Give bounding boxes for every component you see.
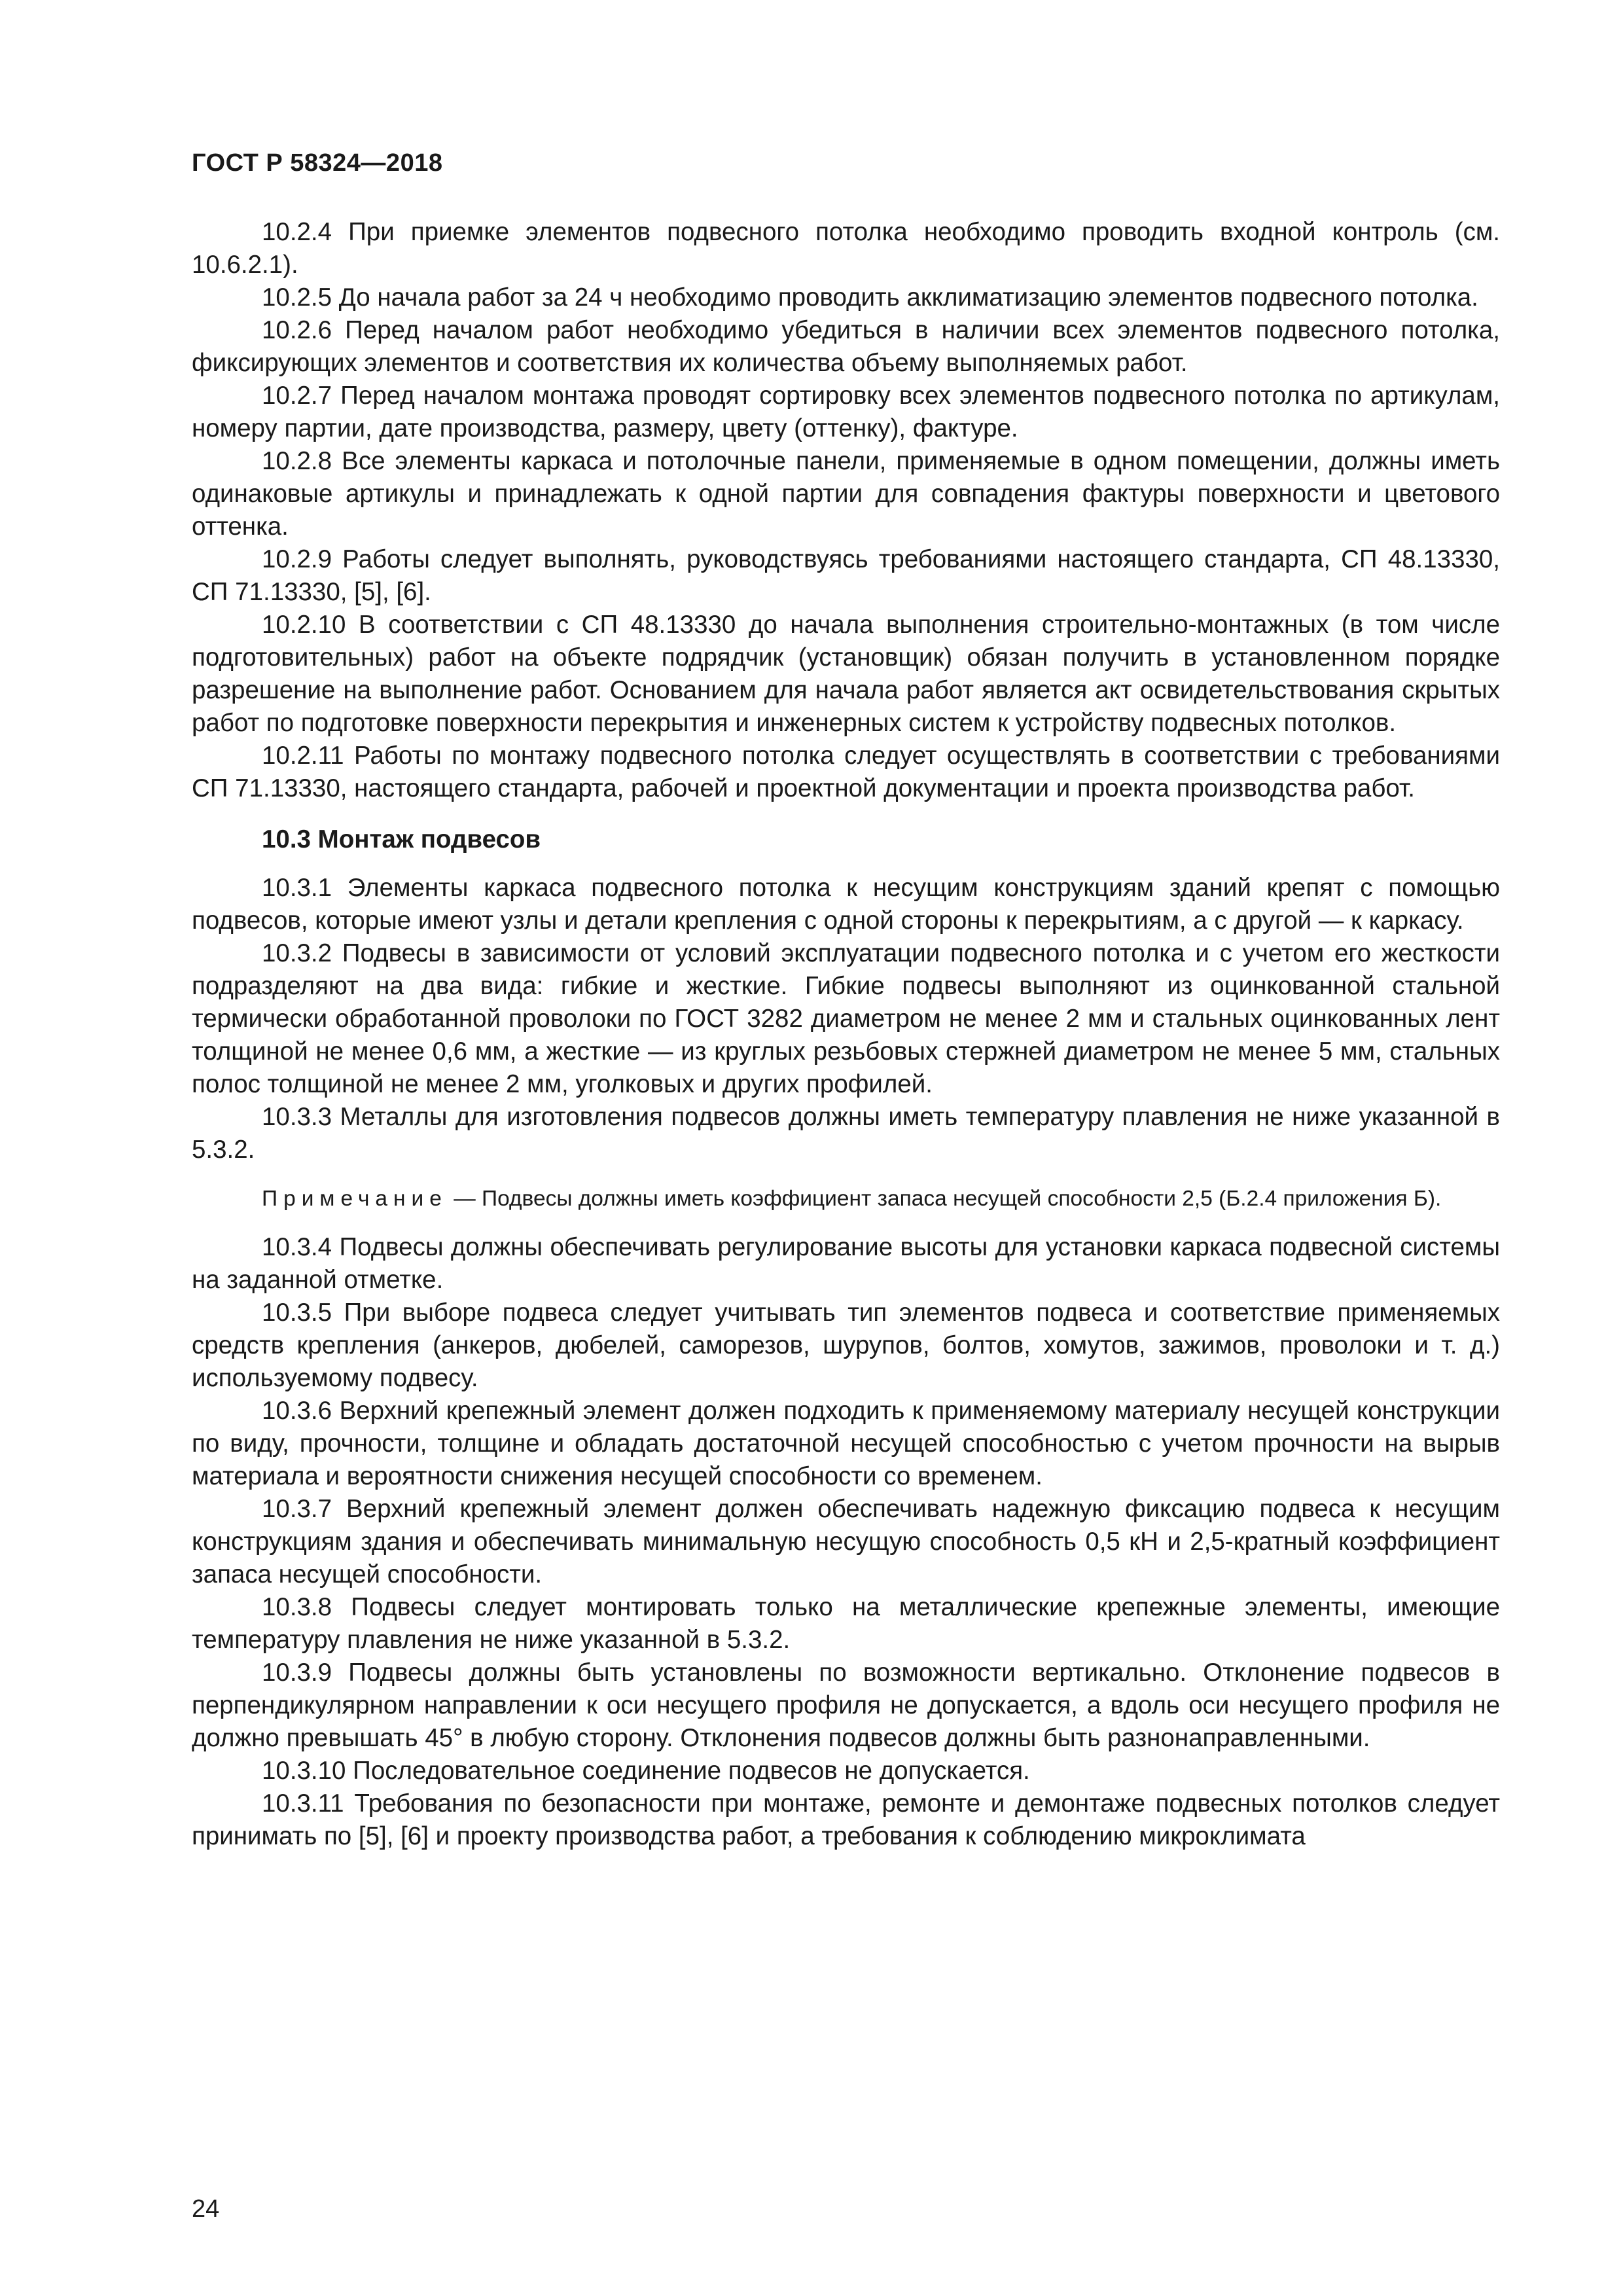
page-number: 24 [192,2195,220,2223]
document-header: ГОСТ Р 58324—2018 [192,149,443,177]
paragraph-10-2-11: 10.2.11 Работы по монтажу подвесного потолка следует осуществлять в соответствии с требованиями СП 71.13330, настоящего стандарта, рабочей и проектной документации и проекта производства работ. [192,742,1500,802]
section-title: 10.3 Монтаж подвесов [262,825,541,853]
paragraph-10-3-9: 10.3.9 Подвесы должны быть установлены по возможности вертикально. Отклонение подвесов в перпендикулярном направлении к оси несущего профиля не допускается, а вдоль оси несущего профиля не должно превышать 45° в любую сторону. Отклонения подвесов должны быть разнонаправленными. [192,1659,1500,1752]
note [192,1183,1500,1214]
paragraph-10-3-3: 10.3.3 Металлы для изготовления подвесов должны иметь температуру плавления не ниже указанной в 5.3.2. [192,1103,1500,1164]
paragraph-10-3-11: 10.3.11 Требования по безопасности при монтаже, ремонте и демонтаже подвесных потолков следует принимать по [5], [6] и проекту производства работ, а требования к соблюдению микроклимата [192,1789,1500,1850]
paragraph-10-2-7: 10.2.7 Перед началом монтажа проводят сортировку всех элементов подвесного потолка по артикулам, номеру партии, дате производства, размеру, цвету (оттенку), фактуре. [192,382,1500,442]
paragraph-10-3-5: 10.3.5 При выборе подвеса следует учитывать тип элементов подвеса и соответствие применяемых средств крепления (анкеров, дюбелей, саморезов, шурупов, болтов, хомутов, зажимов, проволоки и т. д.) используемому подвесу. [192,1299,1500,1392]
paragraph-10-3-4: 10.3.4 Подвесы должны обеспечивать регулирование высоты для установки каркаса подвесной системы на заданной отметке. [192,1233,1500,1294]
paragraph-10-2-9: 10.2.9 Работы следует выполнять, руководствуясь требованиями настоящего стандарта, СП 48.13330, СП 71.13330, [5], [6]. [192,545,1500,606]
paragraph-10-2-10: 10.2.10 В соответствии с СП 48.13330 до начала выполнения строительно-монтажных (в том числе подготовительных) работ на объекте подрядчик (установщик) обязан получить в установленном порядке разрешение на выполнение работ. Основанием для начала работ является акт освидетельствования скрытых работ по подготовке поверхности перекрытия и инженерных систем к устройству подвесных потолков. [192,611,1500,737]
paragraph-10-3-1: 10.3.1 Элементы каркаса подвесного потолка к несущим конструкциям зданий крепят с помощью подвесов, которые имеют узлы и детали крепления с одной стороны к перекрытиям, а с другой — к каркасу. [192,874,1500,935]
note-text: — Подвесы должны иметь коэффициент запаса несущей способности 2,5 (Б.2.4 приложения Б). [447,1187,1442,1211]
paragraph-10-2-4: 10.2.4 При приемке элементов подвесного потолка необходимо проводить входной контроль (см. 10.6.2.1). [192,218,1500,279]
paragraph-10-2-5: 10.2.5 До начала работ за 24 ч необходимо проводить акклиматизацию элементов подвесного потолка. [262,283,1478,312]
document-body [192,216,1500,1853]
paragraph-10-3-7: 10.3.7 Верхний крепежный элемент должен обеспечивать надежную фиксацию подвеса к несущим конструкциям здания и обеспечивать минимальную несущую способность 0,5 кН и 2,5-кратный коэффициент запаса несущей способности. [192,1495,1500,1588]
note-label: Примечание [262,1187,448,1211]
paragraph-10-3-8: 10.3.8 Подвесы следует монтировать только на металлические крепежные элементы, имеющие температуру плавления не ниже указанной в 5.3.2. [192,1593,1500,1654]
paragraph-10-3-2: 10.3.2 Подвесы в зависимости от условий эксплуатации подвесного потолка и с учетом его жесткости подразделяют на два вида: гибкие и жесткие. Гибкие подвесы выполняют из оцинкованной стальной термически обработанной проволоки по ГОСТ 3282 диаметром не менее 2 мм и стальных оцинкованных лент толщиной не менее 0,6 мм, а жесткие — из круглых резьбовых стержней диаметром не менее 5 мм, стальных полос толщиной не менее 2 мм, уголковых и других профилей. [192,939,1500,1098]
paragraph-10-2-6: 10.2.6 Перед началом работ необходимо убедиться в наличии всех элементов подвесного потолка, фиксирующих элементов и соответствия их количества объему выполняемых работ. [192,316,1500,377]
paragraph-10-3-6: 10.3.6 Верхний крепежный элемент должен подходить к применяемому материалу несущей конструкции по виду, прочности, толщине и обладать достаточной несущей способностью с учетом прочности на вырыв материала и вероятности снижения несущей способности со временем. [192,1397,1500,1490]
paragraph-10-3-10: 10.3.10 Последовательное соединение подвесов не допускается. [262,1757,1030,1785]
paragraph-10-2-8: 10.2.8 Все элементы каркаса и потолочные панели, применяемые в одном помещении, должны иметь одинаковые артикулы и принадлежать к одной партии для совпадения фактуры поверхности и цветового оттенка. [192,447,1500,541]
